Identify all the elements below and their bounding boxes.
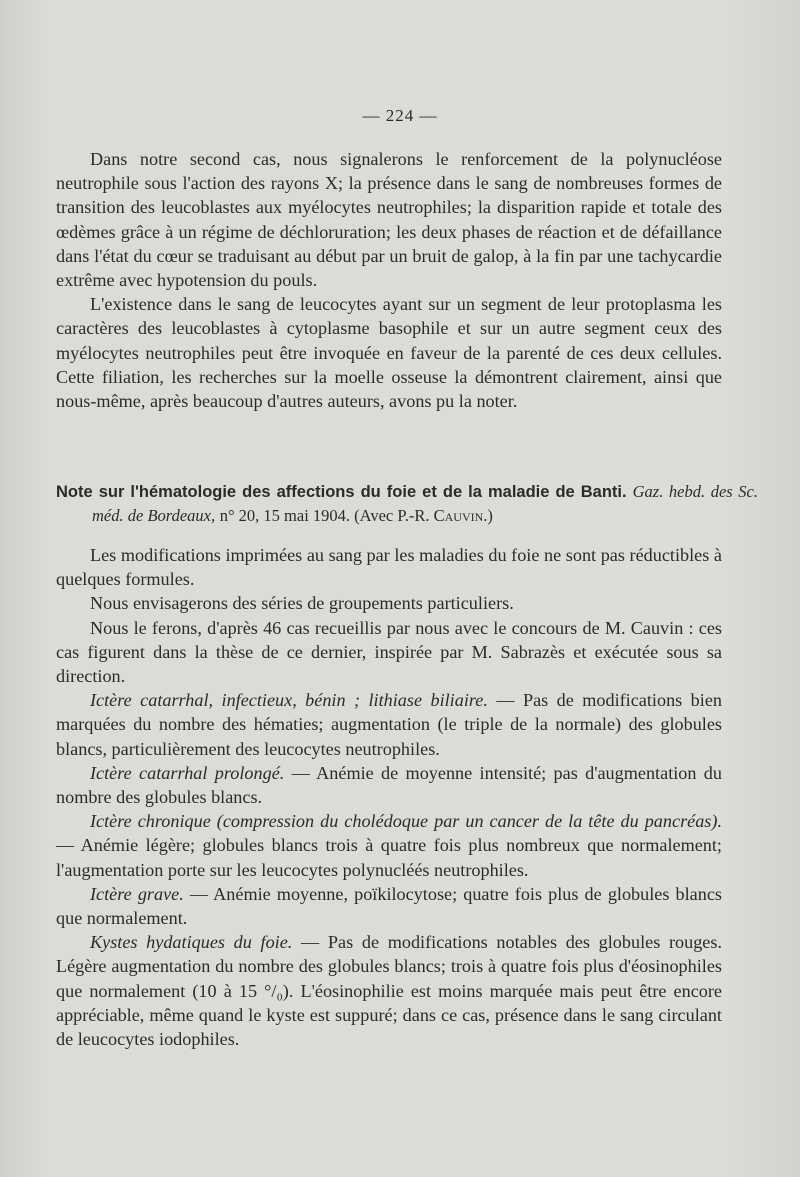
note-title: Note sur l'hématologie des affections du foie et de la maladie de Banti.	[56, 483, 627, 501]
paragraph: Nous le ferons, d'après 46 cas recueillis par nous avec le concours de M. Cauvin : ces cas figurent dans la thèse de ce dernier, inspirée par M. Sabrazès et exécutée sous sa direction.	[56, 617, 722, 687]
paragraph-text: — Anémie de moyenne intensité; pas d'augmentation du nombre des globules blancs.	[56, 762, 722, 808]
paragraph	[56, 809, 722, 882]
page-number: — 224 —	[362, 106, 438, 125]
paragraph: L'existence dans le sang de leucocytes ayant sur un segment de leur protoplasma les caractères des leucoblastes à cytoplasme basophile et sur un autre segment ceux des myélocytes neutrophiles peut être invoquée en faveur de la parenté de ces deux cellules. Cette filiation, les recherches sur la moelle osseuse la démontrent clairement, ainsi que nous-même, après beaucoup d'autres auteurs, avons pu la noter.	[56, 294, 722, 412]
paragraph-text: — Anémie légère; globules blancs trois à quatre fois plus nombreux que normalement; l'augmentation porte sur les leucocytes polynucléés neutrophiles.	[56, 835, 722, 880]
note-title-block	[56, 480, 758, 528]
paragraph-heading: Ictère chronique	[90, 811, 211, 832]
journal-name: Gaz. hebd. des Sc. méd. de Bordeaux,	[92, 482, 758, 525]
section-1	[56, 147, 722, 413]
section-2	[56, 543, 722, 1051]
paragraph-heading: Kystes hydatiques du foie.	[90, 932, 293, 953]
paragraph-text: — Pas de modifications notables des globules rouges. Légère augmentation du nombre des globules blancs; trois à quatre fois plus d'éosinophiles que normalement (10 à 15 °/₀). L'éosinophilie est moins marquée mais peut être encore appréciable, même quand le kyste est suppuré; dans ce cas, présence dans le sang circulant de leucocytes iodophiles.	[56, 932, 723, 1050]
paragraph	[56, 882, 722, 930]
journal-issue-end: .)	[483, 506, 493, 525]
paragraph-heading: Ictère catarrhal prolongé.	[90, 762, 285, 783]
paragraph-text: — Anémie moyenne, poïkilocytose; quatre fois plus de globules blancs que normalement.	[56, 883, 722, 929]
paragraph	[56, 930, 722, 1051]
paragraph	[56, 688, 722, 761]
paragraph-heading: Ictère grave.	[90, 883, 184, 904]
paragraph: Dans notre second cas, nous signalerons le renforcement de la polynucléose neutrophile sous l'action des rayons X; la présence dans le sang de nombreuses formes de transition des leucoblastes aux myélocytes neutrophiles; la disparition rapide et totale des œdèmes grâce à un régime de déchloruration; les deux phases de réaction et de défaillance dans l'état du cœur se traduisant au début par un bruit de galop, à la fin par une tachycardie extrême avec hypotension du pouls.	[56, 149, 722, 291]
coauthor: Cauvin	[433, 506, 484, 525]
paragraph-heading: Ictère catarrhal, infectieux, bénin ; lithiase biliaire.	[90, 690, 488, 711]
journal-issue: n° 20, 15 mai 1904. (Avec P.-R.	[219, 506, 434, 525]
paragraph-text: — Pas de modifications bien marquées du nombre des hématies; augmentation (le triple de la normale) des globules blancs, particulièrement des leucocytes neutrophiles.	[56, 690, 722, 759]
paragraph-parenthetical: (compression du cholédoque par un cancer de la tête du pancréas).	[210, 811, 722, 832]
paragraph: Les modifications imprimées au sang par les maladies du foie ne sont pas réductibles à quelques formules.	[56, 545, 722, 590]
paragraph: Nous envisagerons des séries de groupements particuliers.	[90, 593, 514, 614]
paragraph	[56, 761, 722, 809]
